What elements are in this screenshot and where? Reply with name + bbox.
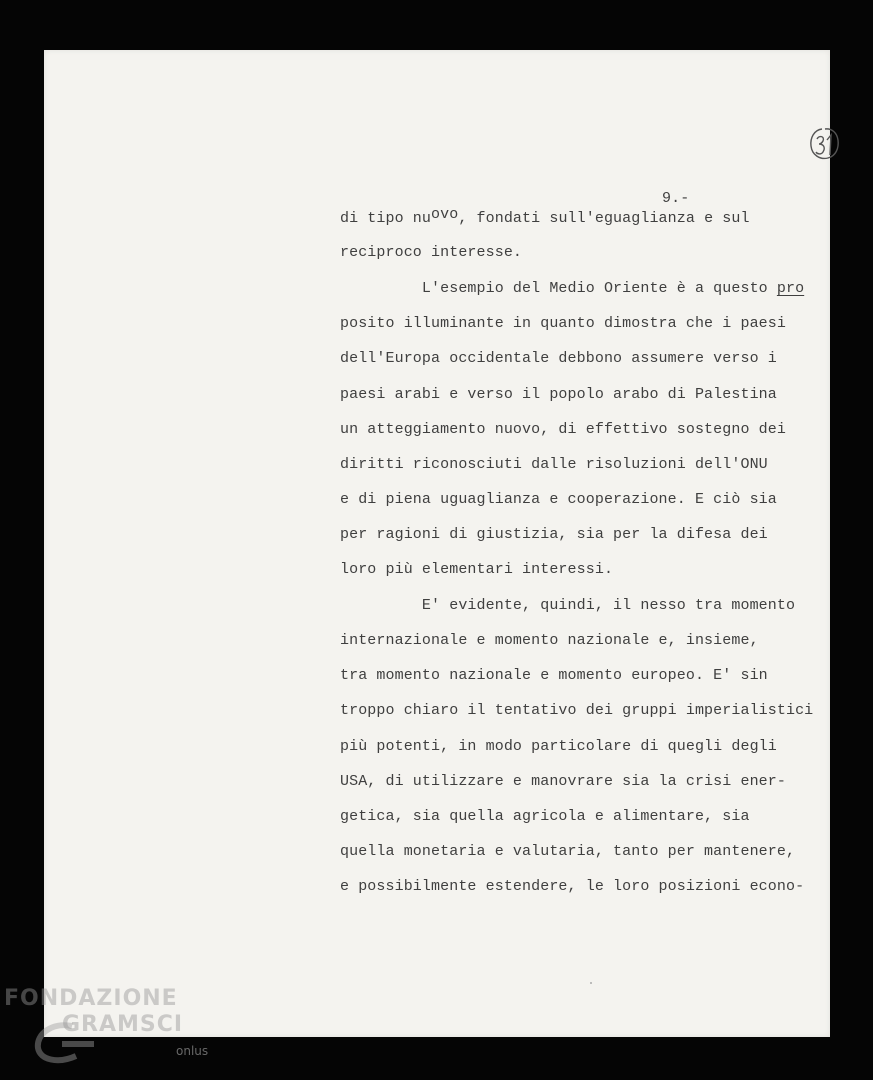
text-line: reciproco interesse. bbox=[340, 244, 523, 261]
text-line: e di piena uguaglianza e cooperazione. E ciò sia bbox=[340, 491, 777, 508]
folio-circle-icon bbox=[808, 126, 840, 162]
text-line: e possibilmente estendere, le loro posizioni econo- bbox=[340, 878, 805, 895]
text-line: quella monetaria e valutaria, tanto per mantenere, bbox=[340, 843, 796, 860]
text-line: internazionale e momento nazionale e, insieme, bbox=[340, 632, 759, 649]
text-line: paesi arabi e verso il popolo arabo di Palestina bbox=[340, 386, 777, 403]
text-line: diritti riconosciuti dalle risoluzioni dell'ONU bbox=[340, 456, 768, 473]
underlined-text: pro bbox=[776, 280, 805, 297]
text-line: USA, di utilizzare e manovrare sia la crisi ener- bbox=[340, 773, 786, 790]
text-line: un atteggiamento nuovo, di effettivo sostegno dei bbox=[340, 421, 786, 438]
raised-text: ovo bbox=[431, 206, 459, 223]
text-line: di tipo nuovo, fondati sull'eguaglianza e sul bbox=[340, 206, 750, 227]
watermark-line-2: GRAMSCI bbox=[62, 1012, 184, 1037]
text-line: E' evidente, quindi, il nesso tra momento bbox=[340, 597, 796, 614]
text-line: più potenti, in modo particolare di quegli degli bbox=[340, 738, 777, 755]
text-line: dell'Europa occidentale debbono assumere verso i bbox=[340, 350, 777, 367]
text-line: posito illuminante in quanto dimostra che i paesi bbox=[340, 315, 786, 332]
text-line: getica, sia quella agricola e alimentare, sia bbox=[340, 808, 750, 825]
text-line: L'esempio del Medio Oriente è a questo pro bbox=[340, 280, 805, 297]
watermark-line-3: onlus bbox=[176, 1044, 209, 1058]
text-line: per ragioni di giustizia, sia per la difesa dei bbox=[340, 526, 768, 543]
paper-sheet bbox=[44, 50, 830, 1037]
page-number: 9.- bbox=[662, 190, 690, 207]
watermark-line-1: FONDAZIONE bbox=[4, 986, 178, 1011]
text-line: tra momento nazionale e momento europeo. E' sin bbox=[340, 667, 768, 684]
text-line: loro più elementari interessi. bbox=[340, 561, 614, 578]
fondazione-gramsci-watermark bbox=[0, 980, 240, 1080]
paper-speck bbox=[590, 982, 592, 984]
folio-stamp bbox=[808, 126, 840, 162]
text-line: troppo chiaro il tentativo dei gruppi imperialistici bbox=[340, 702, 814, 719]
